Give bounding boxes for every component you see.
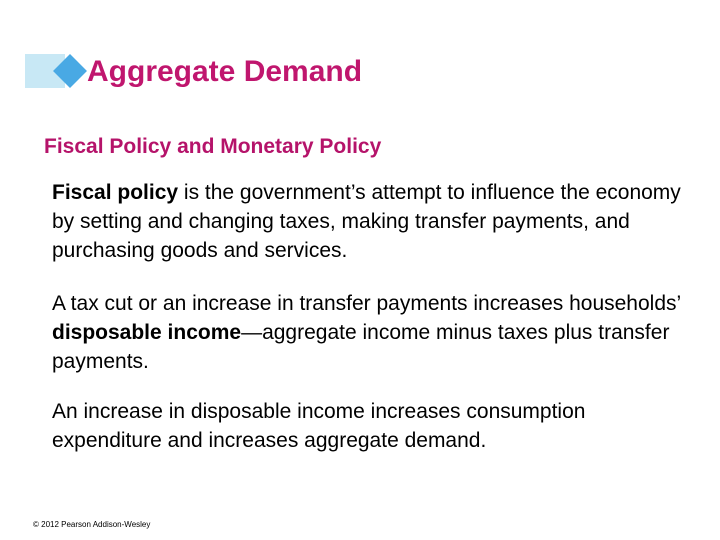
paragraph-fiscal-policy (52, 178, 692, 265)
term-fiscal-policy: Fiscal policy (52, 181, 179, 204)
slide-title: Aggregate Demand (87, 55, 363, 88)
term-disposable-income: disposable income (52, 321, 242, 344)
paragraph-text-before: A tax cut or an increase in transfer payments increases households’ (52, 292, 681, 315)
copyright-footer: © 2012 Pearson Addison-Wesley (33, 520, 151, 529)
title-decoration (25, 54, 77, 88)
paragraph-text: is the government’s attempt to influence the economy by setting and changing taxes, making transfer payments, and purchasing goods and services. (52, 181, 681, 262)
paragraph-disposable-income (52, 289, 692, 376)
slide-subtitle: Fiscal Policy and Monetary Policy (44, 135, 382, 158)
paragraph-text-after: —aggregate income minus taxes plus transfer payments. (52, 321, 670, 373)
paragraph-aggregate-demand: An increase in disposable income increases consumption expenditure and increases aggregate demand. (52, 400, 586, 452)
